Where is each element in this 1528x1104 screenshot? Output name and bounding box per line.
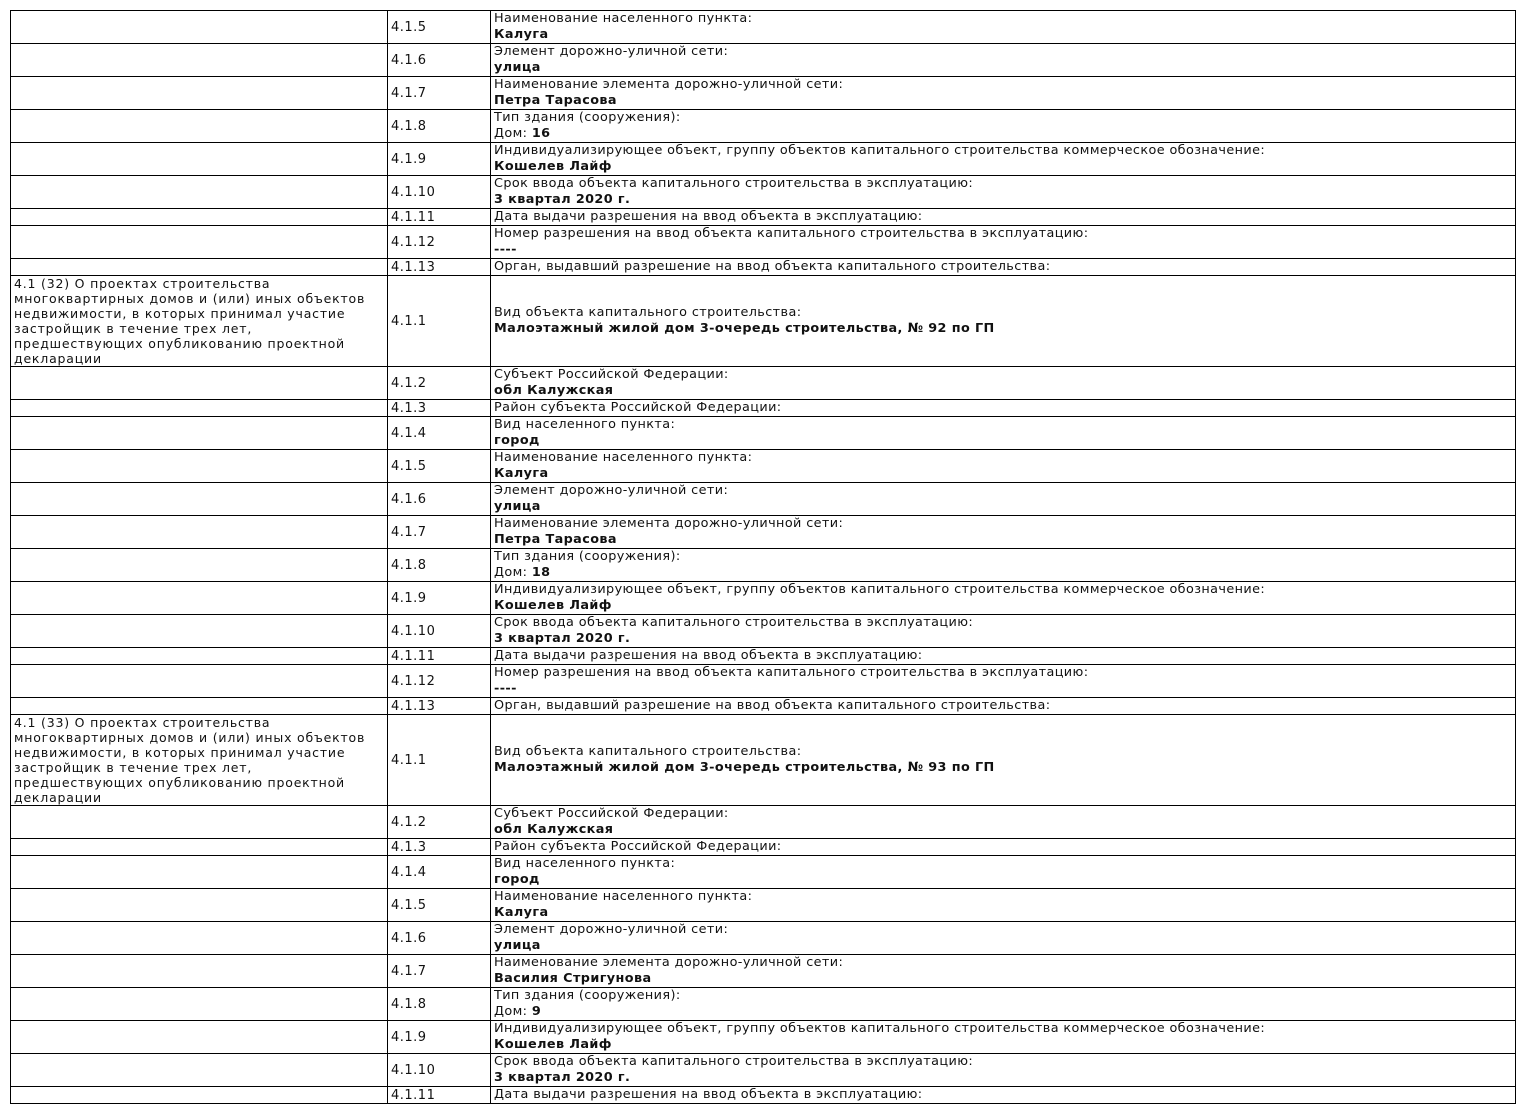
field-value-text: Кошелев Лайф [494,1037,612,1052]
row-number: 4.1.3 [388,400,491,417]
field-value-text: 18 [531,565,551,580]
empty-left-cell [11,110,388,143]
empty-left-cell [11,77,388,110]
table-row [11,450,1516,483]
field-cell [491,856,1516,889]
field-label: Вид объекта капитального строительства: [494,305,802,320]
table-row [11,698,1516,715]
table-row [11,367,1516,400]
row-number: 4.1.6 [388,44,491,77]
field-cell [491,1021,1516,1054]
table-row [11,176,1516,209]
field-label: Вид населенного пункта: [494,417,676,432]
field-label: Вид объекта капитального строительства: [494,744,802,759]
field-value-prefix: Дом: [494,1004,532,1019]
field-value [494,631,1512,647]
row-number: 4.1.9 [388,582,491,615]
field-cell [491,665,1516,698]
row-number: 4.1.9 [388,1021,491,1054]
empty-left-cell [11,549,388,582]
empty-left-cell [11,889,388,922]
field-label: Наименование элемента дорожно-уличной сети: [494,955,844,970]
field-label: Наименование элемента дорожно-уличной сети: [494,77,844,92]
field-cell [491,400,1516,417]
field-label: Дата выдачи разрешения на ввод объекта в эксплуатацию: [494,648,923,663]
empty-left-cell [11,209,388,226]
field-label: Номер разрешения на ввод объекта капитального строительства в эксплуатацию: [494,665,1089,680]
table-row [11,110,1516,143]
field-cell [491,209,1516,226]
table-row [11,77,1516,110]
empty-left-cell [11,367,388,400]
field-value-text: Петра Тарасова [494,93,617,108]
table-row [11,648,1516,665]
field-value [494,822,1512,838]
table-row [11,516,1516,549]
field-value [494,938,1512,954]
empty-left-cell [11,648,388,665]
field-value-prefix: Дом: [494,565,532,580]
field-label: Вид населенного пункта: [494,856,676,871]
field-value-text: ---- [494,681,517,696]
field-label: Район субъекта Российской Федерации: [494,839,782,854]
field-cell [491,516,1516,549]
field-label: Номер разрешения на ввод объекта капитального строительства в эксплуатацию: [494,226,1089,241]
row-number: 4.1.2 [388,367,491,400]
table-row [11,582,1516,615]
field-cell [491,922,1516,955]
field-value-text: Калуга [494,905,549,920]
table-row [11,11,1516,44]
empty-left-cell [11,516,388,549]
field-value [494,532,1512,548]
field-cell [491,648,1516,665]
field-label: Индивидуализирующее объект, группу объектов капитального строительства коммерческое обозначение: [494,143,1266,158]
field-cell [491,582,1516,615]
field-value-text: улица [494,60,541,75]
table-row [11,1054,1516,1087]
field-value-text: Малоэтажный жилой дом 3-очередь строительства, № 93 по ГП [494,760,995,775]
field-label: Дата выдачи разрешения на ввод объекта в эксплуатацию: [494,1087,923,1102]
field-value-text: Петра Тарасова [494,532,617,547]
table-row [11,209,1516,226]
row-number: 4.1.6 [388,483,491,516]
row-number: 4.1.10 [388,176,491,209]
field-label: Наименование населенного пункта: [494,11,753,26]
field-cell [491,955,1516,988]
field-cell [491,698,1516,715]
section-description: 4.1 (33) О проектах строительства многоквартирных домов и (или) иных объектов недвижимости, в которых принимал участие застройщик в течение трех лет, предшествующих опубликованию проектной декларации [14,715,366,805]
field-label: Тип здания (сооружения): [494,988,681,1003]
row-number: 4.1.12 [388,665,491,698]
field-cell [491,259,1516,276]
field-value [494,971,1512,987]
row-number: 4.1.12 [388,226,491,259]
field-value [494,126,1512,142]
field-value [494,598,1512,614]
field-cell [491,367,1516,400]
field-cell [491,615,1516,648]
field-value-text: 16 [531,126,551,141]
row-number: 4.1.7 [388,955,491,988]
field-value-text: обл Калужская [494,383,614,398]
field-label: Орган, выдавший разрешение на ввод объекта капитального строительства: [494,259,1051,274]
table-row [11,400,1516,417]
field-value-text: ---- [494,242,517,257]
field-label: Район субъекта Российской Федерации: [494,400,782,415]
empty-left-cell [11,955,388,988]
field-value-text: город [494,872,540,887]
empty-left-cell [11,400,388,417]
field-value [494,27,1512,43]
table-row [11,1021,1516,1054]
row-number: 4.1.9 [388,143,491,176]
field-value-text: Василия Стригунова [494,971,652,986]
row-number: 4.1.5 [388,889,491,922]
field-label: Срок ввода объекта капитального строительства в эксплуатацию: [494,1054,974,1069]
field-value-text: 3 квартал 2020 г. [494,1070,631,1085]
table-row [11,44,1516,77]
row-number: 4.1.5 [388,11,491,44]
row-number: 4.1.7 [388,77,491,110]
field-value [494,1037,1512,1053]
empty-left-cell [11,988,388,1021]
empty-left-cell [11,417,388,450]
field-value [494,905,1512,921]
empty-left-cell [11,176,388,209]
row-number: 4.1.11 [388,209,491,226]
field-value [494,433,1512,449]
empty-left-cell [11,143,388,176]
section-description-cell [11,276,388,367]
field-label: Дата выдачи разрешения на ввод объекта в эксплуатацию: [494,209,923,224]
field-value-text: Кошелев Лайф [494,159,612,174]
empty-left-cell [11,856,388,889]
empty-left-cell [11,483,388,516]
section-description-cell [11,715,388,806]
table-row [11,856,1516,889]
field-value-text: город [494,433,540,448]
field-value [494,1004,1512,1020]
field-label: Наименование элемента дорожно-уличной сети: [494,516,844,531]
table-row [11,259,1516,276]
field-label: Субъект Российской Федерации: [494,367,729,382]
row-number: 4.1.5 [388,450,491,483]
row-number: 4.1.1 [388,715,491,806]
table-row [11,143,1516,176]
row-number: 4.1.13 [388,698,491,715]
row-number: 4.1.11 [388,648,491,665]
row-number: 4.1.10 [388,615,491,648]
row-number: 4.1.8 [388,988,491,1021]
table-row [11,615,1516,648]
field-value-text: 9 [531,1004,542,1019]
field-value [494,321,1512,337]
field-cell [491,77,1516,110]
field-cell [491,143,1516,176]
field-value-text: Калуга [494,27,549,42]
field-label: Срок ввода объекта капитального строительства в эксплуатацию: [494,615,974,630]
field-value [494,383,1512,399]
field-value-text: улица [494,499,541,514]
empty-left-cell [11,922,388,955]
field-value [494,499,1512,515]
field-value [494,192,1512,208]
empty-left-cell [11,44,388,77]
field-label: Наименование населенного пункта: [494,450,753,465]
field-value [494,760,1512,776]
field-value [494,159,1512,175]
table-row [11,1087,1516,1104]
field-label: Срок ввода объекта капитального строительства в эксплуатацию: [494,176,974,191]
field-value [494,1070,1512,1086]
empty-left-cell [11,450,388,483]
empty-left-cell [11,582,388,615]
declaration-table [10,10,1516,1104]
empty-left-cell [11,615,388,648]
field-cell [491,839,1516,856]
table-row [11,276,1516,367]
field-value [494,242,1512,258]
field-label: Наименование населенного пункта: [494,889,753,904]
row-number: 4.1.1 [388,276,491,367]
field-label: Индивидуализирующее объект, группу объектов капитального строительства коммерческое обозначение: [494,582,1266,597]
row-number: 4.1.2 [388,806,491,839]
table-row [11,889,1516,922]
row-number: 4.1.8 [388,549,491,582]
table-row [11,955,1516,988]
field-cell [491,549,1516,582]
field-value-text: 3 квартал 2020 г. [494,631,631,646]
field-label: Индивидуализирующее объект, группу объектов капитального строительства коммерческое обозначение: [494,1021,1266,1036]
field-label: Элемент дорожно-уличной сети: [494,922,729,937]
field-cell [491,889,1516,922]
field-label: Элемент дорожно-уличной сети: [494,44,729,59]
field-cell [491,110,1516,143]
empty-left-cell [11,11,388,44]
field-value [494,466,1512,482]
field-cell [491,450,1516,483]
field-cell [491,226,1516,259]
field-cell [491,988,1516,1021]
section-description: 4.1 (32) О проектах строительства многоквартирных домов и (или) иных объектов недвижимости, в которых принимал участие застройщик в течение трех лет, предшествующих опубликованию проектной декларации [14,276,366,366]
field-cell [491,417,1516,450]
row-number: 4.1.13 [388,259,491,276]
field-cell [491,1087,1516,1104]
row-number: 4.1.8 [388,110,491,143]
row-number: 4.1.3 [388,839,491,856]
empty-left-cell [11,259,388,276]
field-label: Элемент дорожно-уличной сети: [494,483,729,498]
row-number: 4.1.4 [388,856,491,889]
field-cell [491,806,1516,839]
table-row [11,839,1516,856]
field-value-prefix: Дом: [494,126,532,141]
field-value-text: обл Калужская [494,822,614,837]
field-cell [491,483,1516,516]
table-row [11,806,1516,839]
field-value [494,872,1512,888]
table-row [11,417,1516,450]
field-cell [491,276,1516,367]
table-row [11,549,1516,582]
field-label: Тип здания (сооружения): [494,110,681,125]
empty-left-cell [11,839,388,856]
table-row [11,226,1516,259]
field-label: Орган, выдавший разрешение на ввод объекта капитального строительства: [494,698,1051,713]
empty-left-cell [11,226,388,259]
table-row [11,483,1516,516]
empty-left-cell [11,698,388,715]
empty-left-cell [11,1021,388,1054]
row-number: 4.1.11 [388,1087,491,1104]
field-cell [491,176,1516,209]
row-number: 4.1.6 [388,922,491,955]
declaration-table-body [11,11,1516,1104]
field-label: Тип здания (сооружения): [494,549,681,564]
field-value [494,60,1512,76]
empty-left-cell [11,806,388,839]
row-number: 4.1.10 [388,1054,491,1087]
empty-left-cell [11,665,388,698]
field-label: Субъект Российской Федерации: [494,806,729,821]
table-row [11,988,1516,1021]
field-cell [491,44,1516,77]
row-number: 4.1.7 [388,516,491,549]
empty-left-cell [11,1087,388,1104]
field-cell [491,715,1516,806]
field-cell [491,1054,1516,1087]
table-row [11,922,1516,955]
field-value [494,565,1512,581]
field-value [494,681,1512,697]
field-value [494,93,1512,109]
row-number: 4.1.4 [388,417,491,450]
field-value-text: Малоэтажный жилой дом 3-очередь строительства, № 92 по ГП [494,321,995,336]
field-value-text: Калуга [494,466,549,481]
field-value-text: 3 квартал 2020 г. [494,192,631,207]
empty-left-cell [11,1054,388,1087]
field-value-text: улица [494,938,541,953]
field-cell [491,11,1516,44]
table-row [11,665,1516,698]
field-value-text: Кошелев Лайф [494,598,612,613]
table-row [11,715,1516,806]
